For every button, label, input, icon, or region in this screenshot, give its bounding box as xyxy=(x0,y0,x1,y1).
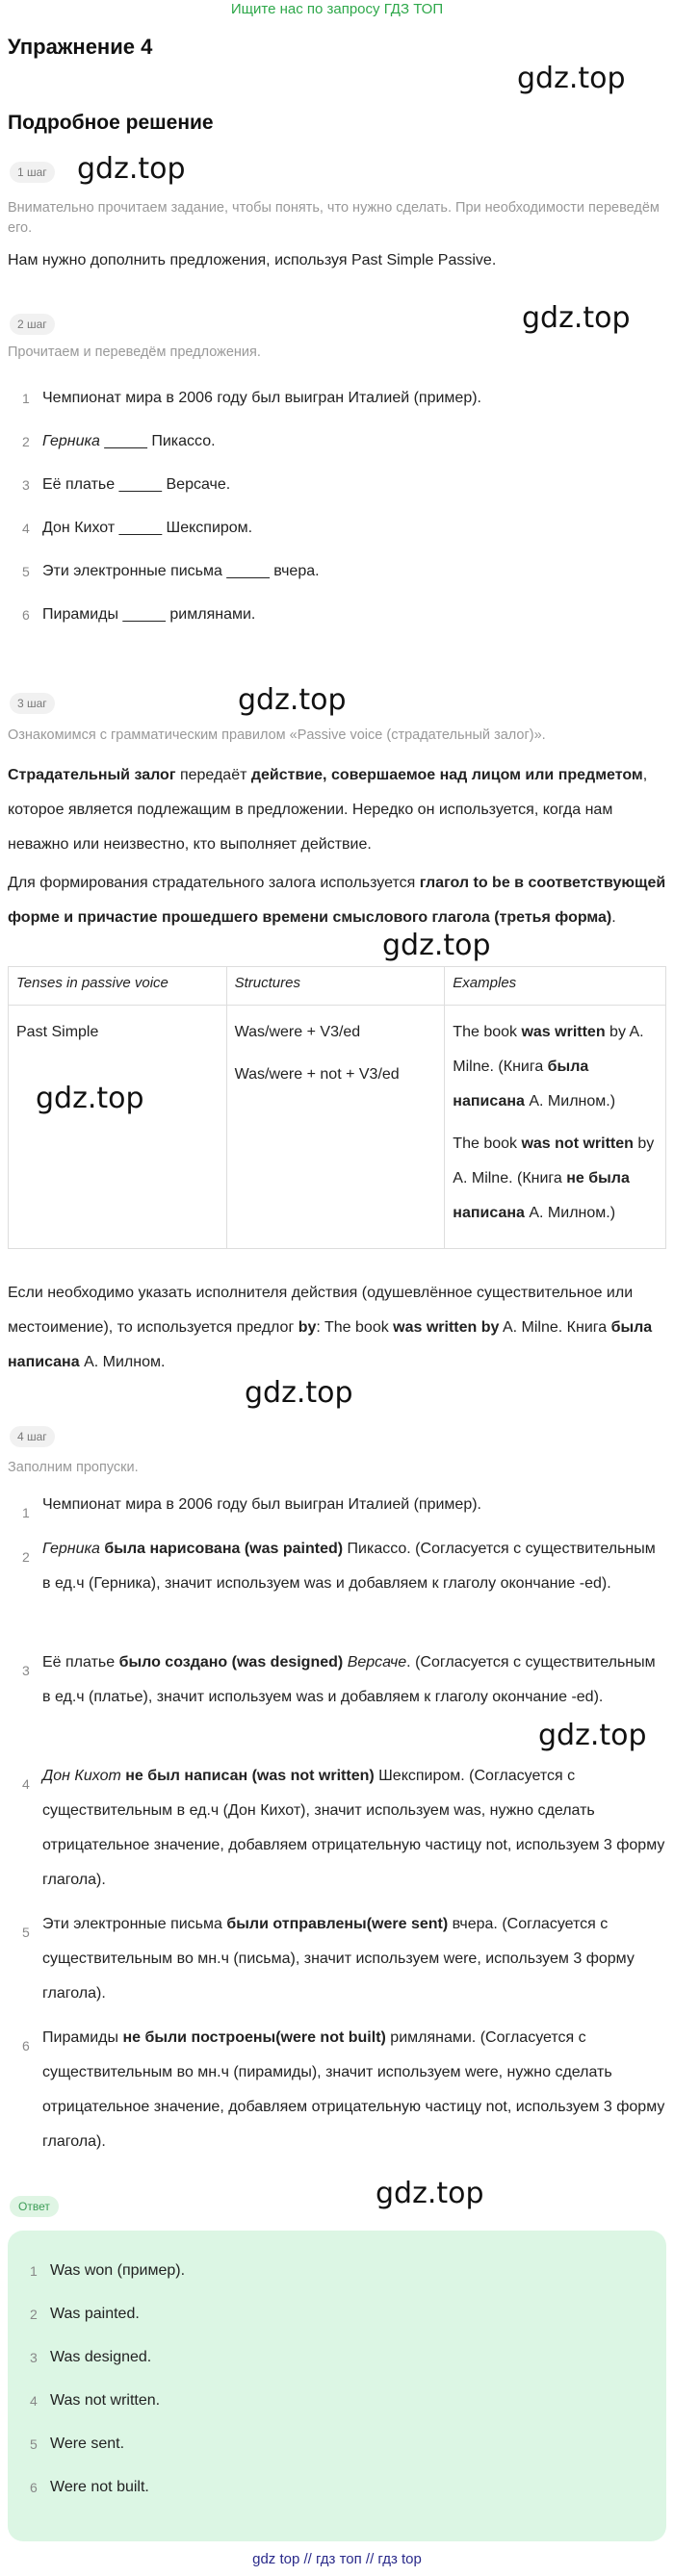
table-row xyxy=(9,1006,666,1249)
examples-cell xyxy=(445,1006,666,1249)
list-item: 3 Её платье было создано (was designed) Версаче. (Согласуется с существительным в ед.ч (платье), значит используем was и добавляем к глаголу окончание -ed). xyxy=(22,1654,656,1705)
table-header-row xyxy=(9,967,666,1006)
list-item: 1 Чемпионат мира в 2006 году был выигран Италией (пример). xyxy=(22,390,481,406)
step-instruction: Заполним пропуски. xyxy=(8,1460,139,1475)
example-affirmative: The book was written by A. Milne. (Книга была написана А. Милном.) xyxy=(453,1024,644,1109)
table-header: Tenses in passive voice xyxy=(9,967,227,1006)
table-header: Examples xyxy=(445,967,666,1006)
list-item: 4 Дон Кихот _____ Шекспиром. xyxy=(22,520,253,536)
watermark: gdz.top xyxy=(36,1082,144,1115)
footer-links[interactable]: gdz top // гдз топ // гдз top xyxy=(252,2551,422,2567)
list-item: 3 Её платье _____ Версаче. xyxy=(22,476,231,493)
watermark: gdz.top xyxy=(238,683,347,717)
list-item: 4 Дон Кихот не был написан (was not written) Шекспиром. (Согласуется с существительным в ед.ч (Дон Кихот), значит используем was, нужно сделать отрицательное значение, добавляем отрицательную частицу not, используем 3 форму глагола). xyxy=(22,1768,665,1888)
list-item: 1 Was won (пример). xyxy=(30,2262,186,2279)
step-badge: 2 шаг xyxy=(10,314,55,335)
rule-paragraph: Для формирования страдательного залога используется глагол to be в соответствующей форме и причастие прошедшего времени смыслового глагола (третья форма). xyxy=(8,875,666,926)
tense-cell: Past Simple xyxy=(9,1006,227,1249)
watermark: gdz.top xyxy=(517,62,626,95)
list-item: 3 Was designed. xyxy=(30,2349,152,2365)
step-instruction: Прочитаем и переведём предложения. xyxy=(8,344,261,360)
step-badge: 3 шаг xyxy=(10,693,55,714)
watermark: gdz.top xyxy=(382,929,491,962)
step-badge: 4 шаг xyxy=(10,1426,55,1447)
answer-badge: Ответ xyxy=(10,2196,59,2217)
step-badge: 1 шаг xyxy=(10,162,55,183)
step-text: Нам нужно дополнить предложения, используя Past Simple Passive. xyxy=(8,252,497,268)
list-item: 5 Эти электронные письма _____ вчера. xyxy=(22,563,320,579)
list-item: 5 Эти электронные письма были отправлены(were sent) вчера. (Согласуется с существительным во мн.ч (письма), значит используем were, используем 3 форму глагола). xyxy=(22,1916,635,2002)
answer-box xyxy=(8,2231,666,2541)
list-item: 4 Was not written. xyxy=(30,2392,161,2409)
search-banner[interactable]: Ищите нас по запросу ГДЗ ТОП xyxy=(230,1,444,17)
list-item: 2 Was painted. xyxy=(30,2306,140,2322)
answer-list xyxy=(15,2259,651,2519)
list-item: 6 Пирамиды не были построены(were not built) римлянами. (Согласуется с существительным во мн.ч (пирамиды), значит используем were, нужно сделать отрицательное значение, добавляем отрицательную частицу not, используем 3 форму глагола). xyxy=(22,2029,665,2150)
step-instruction: Внимательно прочитаем задание, чтобы понять, что нужно сделать. При необходимости переведём его. xyxy=(8,200,660,236)
list-item: 1 Чемпионат мира в 2006 году был выигран Италией (пример). xyxy=(22,1496,481,1520)
list-item: 6 Пирамиды _____ римлянами. xyxy=(22,606,256,623)
rule-paragraph: Если необходимо указать исполнителя действия (одушевлённое существительное или местоимение), то используется предлог by: The book was written by A. Milne. Книга была написана А. Милном. xyxy=(8,1285,653,1370)
list-item: 2 Герника _____ Пикассо. xyxy=(22,433,216,449)
grammar-table xyxy=(8,966,666,1249)
rule-paragraph: Страдательный залог передаёт действие, совершаемое над лицом или предметом, которое является подлежащим в предложении. Нередко он используется, когда нам неважно или неизвестно, кто выполняет действие. xyxy=(8,767,648,853)
watermark: gdz.top xyxy=(538,1719,647,1752)
watermark: gdz.top xyxy=(77,152,186,186)
solution-heading: Подробное решение xyxy=(8,112,214,134)
example-negative: The book was not written by A. Milne. (Книга не была написана А. Милном.) xyxy=(453,1135,655,1221)
list-item: 5 Were sent. xyxy=(30,2436,125,2452)
step-instruction: Ознакомимся с грамматическим правилом «Passive voice (страдательный залог)». xyxy=(8,727,546,743)
table-header: Structures xyxy=(226,967,445,1006)
sentence-list xyxy=(8,387,666,647)
structure-cell: Was/were + V3/ed Was/were + not + V3/ed xyxy=(226,1006,445,1249)
list-item: 6 Were not built. xyxy=(30,2479,149,2495)
watermark: gdz.top xyxy=(376,2177,484,2210)
answer-explanations xyxy=(8,1488,666,2169)
list-item: 2 Герника была нарисована (was painted) Пикассо. (Согласуется с существительным в ед.ч (Герника), значит используем was и добавляем к глаголу окончание -ed). xyxy=(22,1541,656,1592)
watermark: gdz.top xyxy=(522,301,631,335)
page-title: Упражнение 4 xyxy=(8,35,153,59)
watermark: gdz.top xyxy=(245,1376,353,1410)
